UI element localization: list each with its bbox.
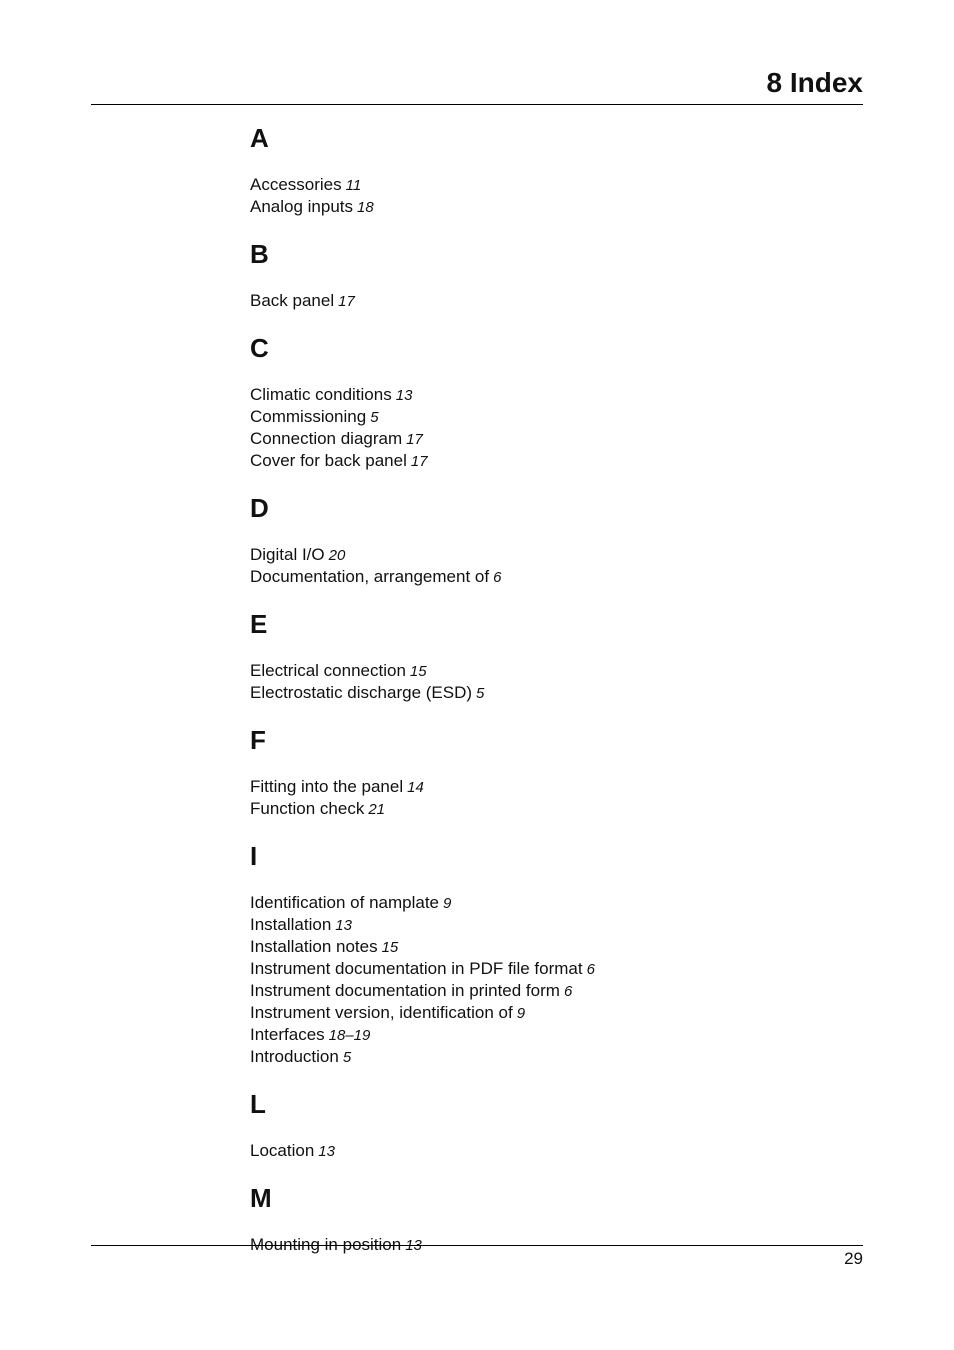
footer-divider	[91, 1245, 863, 1246]
index-section-e	[250, 604, 810, 704]
index-entry	[250, 660, 810, 682]
index-entry-list	[250, 384, 810, 472]
index-entry-term: Cover for back panel	[250, 451, 407, 470]
index-entry	[250, 1046, 810, 1068]
index-section-b	[250, 234, 810, 312]
index-entry-page-ref: 9	[443, 895, 452, 912]
index-entry-page-ref: 15	[409, 663, 427, 680]
index-entry-term: Analog inputs	[250, 197, 354, 216]
index-entry	[250, 914, 810, 936]
index-entry-page-ref: 13	[405, 1237, 422, 1254]
page-number: 29	[844, 1249, 863, 1268]
index-entry-term: Digital I/O	[250, 545, 325, 564]
index-entry	[250, 290, 810, 312]
header-divider	[91, 104, 863, 105]
index-entry	[250, 566, 810, 588]
index-entry	[250, 384, 810, 406]
index-entry-page-ref: 13	[318, 1143, 335, 1160]
index-entry	[250, 936, 810, 958]
section-letter: I	[250, 841, 258, 871]
index-section-d	[250, 488, 810, 588]
index-entry-page-ref: 6	[563, 983, 573, 1000]
index-entry-page-ref: 17	[406, 431, 423, 448]
section-letter: A	[250, 123, 269, 153]
section-letter: M	[250, 1183, 272, 1213]
index-entry-term: Instrument documentation in PDF file format	[250, 959, 583, 978]
section-letter: B	[250, 239, 269, 269]
index-section-l	[250, 1084, 810, 1162]
index-entry-term: Electrical connection	[250, 661, 406, 680]
index-entry-term: Mounting in position	[250, 1235, 402, 1254]
index-entry-term: Fitting into the panel	[250, 777, 404, 796]
index-entry-term: Accessories	[250, 175, 342, 194]
index-entry	[250, 450, 810, 472]
section-letter: D	[250, 493, 269, 523]
index-entry	[250, 958, 810, 980]
index-entry-term: Interfaces	[250, 1025, 325, 1044]
index-entry	[250, 196, 810, 218]
index-entry-page-ref: 15	[381, 939, 399, 956]
index-entry-term: Back panel	[250, 291, 335, 310]
index-entry-page-ref: 18–19	[328, 1027, 371, 1044]
index-entry	[250, 798, 810, 820]
index-entry	[250, 428, 810, 450]
index-entry-term: Location	[250, 1141, 315, 1160]
section-letter: E	[250, 609, 268, 639]
index-entry-page-ref: 20	[328, 547, 346, 564]
index-entry-term: Instrument documentation in printed form	[250, 981, 560, 1000]
index-entry-page-ref: 6	[493, 569, 502, 586]
index-entry	[250, 406, 810, 428]
index-entry-list	[250, 660, 810, 704]
section-letter: C	[250, 333, 269, 363]
index-section-a	[250, 118, 810, 218]
index-entry	[250, 174, 810, 196]
index-entry-term: Commissioning	[250, 407, 367, 426]
index-entry	[250, 980, 810, 1002]
index-entry	[250, 544, 810, 566]
index-entry	[250, 892, 810, 914]
index-entry-list	[250, 544, 810, 588]
section-letter: L	[250, 1089, 266, 1119]
index-entry-page-ref: 18	[357, 199, 374, 216]
index-entry-term: Climatic conditions	[250, 385, 392, 404]
index-entry-page-ref: 14	[407, 779, 424, 796]
index-section-i	[250, 836, 810, 1068]
index-entry-term: Electrostatic discharge (ESD)	[250, 683, 473, 702]
index-body	[250, 118, 810, 1256]
index-section-f	[250, 720, 810, 820]
page-title: 8 Index	[766, 67, 863, 98]
index-entry-term: Function check	[250, 799, 365, 818]
index-entry	[250, 1140, 810, 1162]
index-entry-term: Installation	[250, 915, 332, 934]
index-entry-page-ref: 13	[395, 387, 413, 404]
index-entry-list	[250, 174, 810, 218]
index-entry-term: Identification of namplate	[250, 893, 440, 912]
index-section-c	[250, 328, 810, 472]
index-entry-list	[250, 892, 810, 1068]
index-entry-page-ref: 11	[345, 177, 362, 194]
index-entry-page-ref: 13	[335, 917, 352, 934]
index-entry-page-ref: 5	[342, 1049, 352, 1066]
index-entry-term: Introduction	[250, 1047, 339, 1066]
index-entry-list	[250, 1140, 810, 1162]
index-entry-term: Documentation, arrangement of	[250, 567, 490, 586]
index-entry-page-ref: 17	[410, 453, 428, 470]
index-entry-page-ref: 5	[476, 685, 485, 702]
index-entry-page-ref: 9	[516, 1005, 526, 1022]
index-entry-list	[250, 776, 810, 820]
index-entry	[250, 1002, 810, 1024]
index-entry	[250, 776, 810, 798]
index-entry-page-ref: 6	[586, 961, 595, 978]
section-letter: F	[250, 725, 266, 755]
index-entry-page-ref: 5	[370, 409, 379, 426]
index-entry	[250, 682, 810, 704]
index-entry	[250, 1024, 810, 1046]
index-entry-term: Installation notes	[250, 937, 378, 956]
index-entry-page-ref: 21	[368, 801, 386, 818]
index-entry-list	[250, 290, 810, 312]
index-entry-term: Instrument version, identification of	[250, 1003, 513, 1022]
index-entry-term: Connection diagram	[250, 429, 403, 448]
index-entry-page-ref: 17	[338, 293, 355, 310]
